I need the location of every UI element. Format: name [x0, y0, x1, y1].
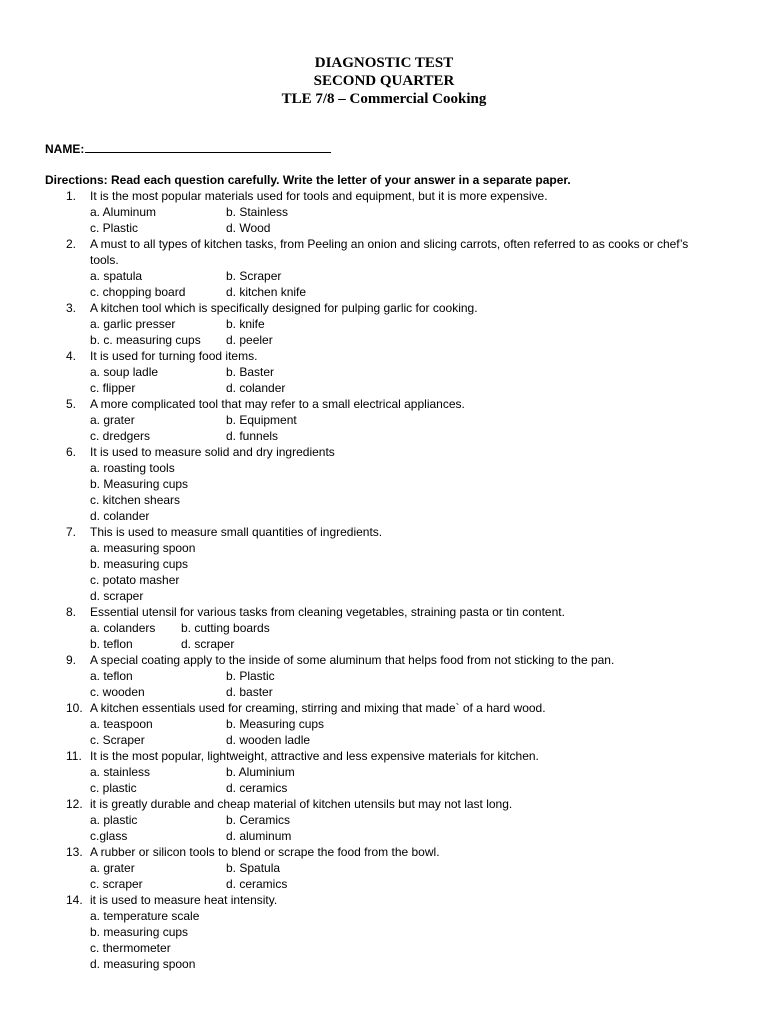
question-stem	[0, 236, 768, 268]
answer-choice: b. Measuring cups	[90, 477, 189, 491]
choice-row	[0, 956, 768, 972]
question-text: It is used to measure solid and dry ingredients	[90, 445, 335, 459]
answer-choice: b. cutting boards	[181, 621, 270, 635]
question-item	[0, 444, 768, 524]
question-text: It is used for turning food items.	[90, 349, 258, 363]
choice-row	[0, 940, 768, 956]
choice-row	[0, 636, 768, 652]
question-text: A kitchen tool which is specifically designed for pulping garlic for cooking.	[90, 301, 478, 315]
choice-row	[0, 572, 768, 588]
choice-row	[0, 620, 768, 636]
answer-choice: b. Spatula	[226, 861, 281, 875]
answer-choice: c. thermometer	[90, 941, 171, 955]
answer-choice: c. plastic	[90, 781, 137, 795]
question-number: 9.	[66, 653, 77, 667]
answer-choice: b. Baster	[226, 365, 275, 379]
answer-choice: d. kitchen knife	[226, 285, 307, 299]
answer-choice: d. colander	[90, 509, 150, 523]
answer-choice: a. stainless	[90, 765, 151, 779]
question-list	[0, 188, 768, 972]
question-text: Essential utensil for various tasks from cleaning vegetables, straining pasta or tin content.	[90, 605, 565, 619]
question-text: A rubber or silicon tools to blend or scrape the food from the bowl.	[90, 845, 440, 859]
choice-row	[0, 476, 768, 492]
answer-choice: b. Stainless	[226, 205, 289, 219]
question-text: It is the most popular, lightweight, attractive and less expensive materials for kitchen.	[90, 749, 539, 763]
answer-choice: b. Plastic	[226, 669, 275, 683]
choice-row	[0, 860, 768, 876]
choice-row	[0, 732, 768, 748]
answer-choice: c. scraper	[90, 877, 143, 891]
question-number: 5.	[66, 397, 77, 411]
answer-choice: d. Wood	[226, 221, 271, 235]
choice-row	[0, 684, 768, 700]
answer-choice: d. measuring spoon	[90, 957, 196, 971]
answer-choice: d. scraper	[181, 637, 235, 651]
answer-choice: a. Aluminum	[90, 205, 157, 219]
question-item	[0, 796, 768, 844]
question-text: A more complicated tool that may refer to a small electrical appliances.	[90, 397, 465, 411]
question-item	[0, 652, 768, 700]
answer-choice: a. temperature scale	[90, 909, 200, 923]
answer-choice: a. colanders	[90, 621, 156, 635]
choice-row	[0, 924, 768, 940]
choice-row	[0, 428, 768, 444]
question-number: 2.	[66, 237, 77, 251]
answer-choice: b. measuring cups	[90, 557, 189, 571]
answer-choice: b. knife	[226, 317, 265, 331]
answer-choice: d. scraper	[90, 589, 144, 603]
choice-row	[0, 380, 768, 396]
question-text: A kitchen essentials used for creaming, stirring and mixing that made` of a hard wood.	[90, 701, 546, 715]
choice-row	[0, 588, 768, 604]
question-number: 11.	[66, 749, 82, 763]
choice-row	[0, 364, 768, 380]
question-text: This is used to measure small quantities of ingredients.	[90, 525, 383, 539]
header-quarter: SECOND QUARTER	[313, 73, 455, 89]
question-item	[0, 844, 768, 892]
answer-choice: b. Scraper	[226, 269, 282, 283]
question-item	[0, 748, 768, 796]
question-text: It is the most popular materials used for tools and equipment, but it is more expensive.	[90, 189, 548, 203]
question-item	[0, 700, 768, 748]
directions: Directions: Read each question carefully. Write the letter of your answer in a separate paper.	[45, 173, 571, 187]
question-stem	[0, 396, 768, 412]
question-number: 12.	[66, 797, 83, 811]
question-number: 10.	[66, 701, 83, 715]
question-item	[0, 892, 768, 972]
question-stem	[0, 700, 768, 716]
answer-choice: b. measuring cups	[90, 925, 189, 939]
choice-row	[0, 412, 768, 428]
answer-choice: a. measuring spoon	[90, 541, 196, 555]
question-stem	[0, 348, 768, 364]
choice-row	[0, 716, 768, 732]
answer-choice: a. roasting tools	[90, 461, 175, 475]
answer-choice: a. spatula	[90, 269, 143, 283]
choice-row	[0, 780, 768, 796]
answer-choice: a. soup ladle	[90, 365, 159, 379]
question-stem	[0, 300, 768, 316]
answer-choice: d. wooden ladle	[226, 733, 311, 747]
question-item	[0, 604, 768, 652]
choice-row	[0, 828, 768, 844]
question-stem	[0, 844, 768, 860]
question-number: 3.	[66, 301, 77, 315]
answer-choice: b. Aluminium	[226, 765, 295, 779]
choice-row	[0, 204, 768, 220]
answer-choice: c. chopping board	[90, 285, 186, 299]
choice-row	[0, 540, 768, 556]
choice-row	[0, 556, 768, 572]
header-subject: TLE 7/8 – Commercial Cooking	[281, 91, 487, 107]
choice-row	[0, 764, 768, 780]
choice-row	[0, 876, 768, 892]
question-stem	[0, 604, 768, 620]
question-stem	[0, 444, 768, 460]
answer-choice: b. Equipment	[226, 413, 297, 427]
answer-choice: d. colander	[226, 381, 286, 395]
question-stem	[0, 188, 768, 204]
question-text: it is greatly durable and cheap material of kitchen utensils but may not last long.	[90, 797, 513, 811]
answer-choice: b. c. measuring cups	[90, 333, 201, 347]
answer-choice: d. peeler	[226, 333, 273, 347]
answer-choice: c. Scraper	[90, 733, 145, 747]
question-number: 1.	[66, 189, 77, 203]
choice-row	[0, 668, 768, 684]
answer-choice: a. grater	[90, 413, 135, 427]
answer-choice: c. potato masher	[90, 573, 180, 587]
answer-choice: d. ceramics	[226, 877, 288, 891]
document-header	[0, 54, 768, 108]
question-item	[0, 188, 768, 236]
answer-choice: a. teflon	[90, 669, 133, 683]
answer-choice: c.glass	[90, 829, 128, 843]
question-number: 6.	[66, 445, 77, 459]
question-number: 8.	[66, 605, 77, 619]
question-item	[0, 236, 768, 300]
choice-row	[0, 812, 768, 828]
choice-row	[0, 460, 768, 476]
question-text: it is used to measure heat intensity.	[90, 893, 278, 907]
question-stem	[0, 524, 768, 540]
name-field	[45, 140, 331, 157]
name-label: NAME:	[45, 142, 85, 156]
question-stem	[0, 652, 768, 668]
answer-choice: c. dredgers	[90, 429, 151, 443]
question-stem	[0, 796, 768, 812]
answer-choice: c. kitchen shears	[90, 493, 181, 507]
answer-choice: c. wooden	[90, 685, 145, 699]
choice-row	[0, 492, 768, 508]
choice-row	[0, 332, 768, 348]
choice-row	[0, 316, 768, 332]
question-item	[0, 300, 768, 348]
question-number: 14.	[66, 893, 83, 907]
question-number: 13.	[66, 845, 83, 859]
choice-row	[0, 220, 768, 236]
answer-choice: a. garlic presser	[90, 317, 176, 331]
question-item	[0, 524, 768, 604]
choice-row	[0, 508, 768, 524]
choice-row	[0, 908, 768, 924]
answer-choice: d. funnels	[226, 429, 279, 443]
header-title: DIAGNOSTIC TEST	[314, 55, 454, 71]
question-number: 4.	[66, 349, 77, 363]
answer-choice: b. teflon	[90, 637, 133, 651]
answer-choice: a. teaspoon	[90, 717, 153, 731]
answer-choice: a. plastic	[90, 813, 138, 827]
question-item	[0, 396, 768, 444]
answer-choice: d. baster	[226, 685, 273, 699]
question-item	[0, 348, 768, 396]
choice-row	[0, 284, 768, 300]
question-stem	[0, 748, 768, 764]
answer-choice: b. Measuring cups	[226, 717, 325, 731]
question-text: A special coating apply to the inside of some aluminum that helps food from not sticking to the pan.	[90, 653, 615, 667]
answer-choice: c. flipper	[90, 381, 136, 395]
choice-row	[0, 268, 768, 284]
answer-choice: d. ceramics	[226, 781, 288, 795]
answer-choice: c. Plastic	[90, 221, 139, 235]
answer-choice: a. grater	[90, 861, 135, 875]
name-blank-line	[85, 140, 331, 153]
question-stem	[0, 892, 768, 908]
answer-choice: d. aluminum	[226, 829, 292, 843]
question-text: A must to all types of kitchen tasks, from Peeling an onion and slicing carrots, often referred to as cooks or chef’s tools.	[90, 237, 689, 267]
answer-choice: b. Ceramics	[226, 813, 291, 827]
question-number: 7.	[66, 525, 77, 539]
